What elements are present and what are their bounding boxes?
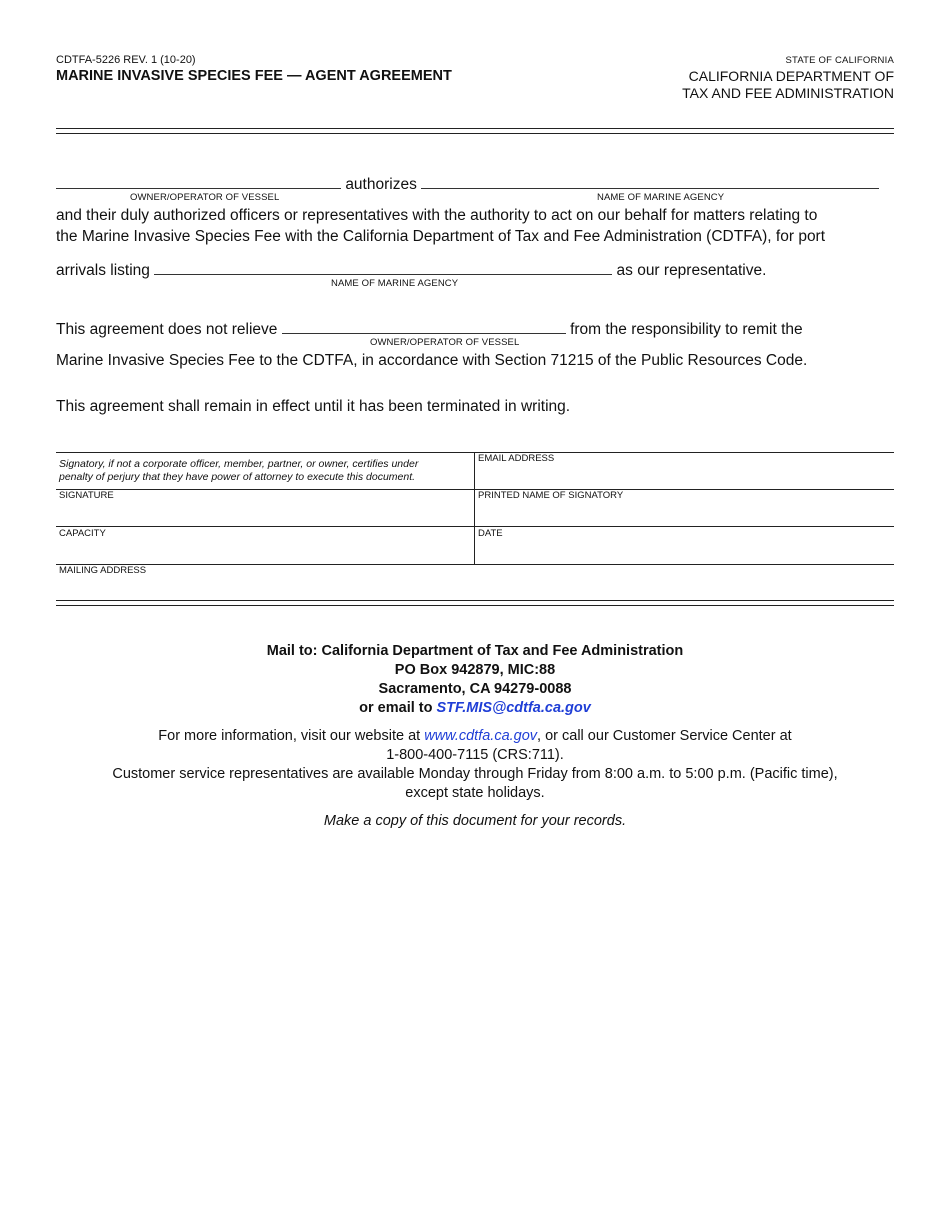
- date-label: DATE: [478, 528, 503, 539]
- relieve-suffix: from the responsibility to remit the: [570, 321, 803, 338]
- remit-line: Marine Invasive Species Fee to the CDTFA, in accordance with Section 71215 of the Public Resources Code.: [56, 352, 808, 369]
- email-address-label: EMAIL ADDRESS: [478, 453, 555, 464]
- owner-operator-caption: OWNER/OPERATOR OF VESSEL: [130, 192, 280, 203]
- sig-top-rule: [56, 452, 894, 453]
- copy-note: Make a copy of this document for your records.: [323, 813, 627, 829]
- mailing-address-field[interactable]: [59, 565, 146, 576]
- authorization-line: [56, 174, 879, 194]
- printed-name-label: PRINTED NAME OF SIGNATORY: [478, 490, 624, 501]
- state-label: STATE OF CALIFORNIA: [785, 55, 894, 66]
- form-title: MARINE INVASIVE SPECIES FEE — AGENT AGREEMENT: [56, 68, 452, 84]
- department-line1: CALIFORNIA DEPARTMENT OF: [688, 68, 894, 84]
- email-line: [0, 699, 950, 718]
- relieve-owner-caption: OWNER/OPERATOR OF VESSEL: [370, 337, 520, 348]
- marine-agency-blank[interactable]: [421, 174, 879, 189]
- poa-note: [59, 458, 418, 484]
- info-suffix: , or call our Customer Service Center at: [537, 728, 792, 744]
- email-address-field[interactable]: [478, 453, 554, 464]
- capacity-field[interactable]: [59, 528, 106, 539]
- email-link[interactable]: STF.MIS@cdtfa.ca.gov: [436, 700, 591, 716]
- poa-note-line1: Signatory, if not a corporate officer, member, partner, or owner, certifies under: [59, 458, 419, 470]
- info-prefix: For more information, visit our website at: [158, 728, 421, 744]
- arrivals-suffix: as our representative.: [616, 262, 767, 279]
- date-field[interactable]: [478, 528, 503, 539]
- authorizes-word: authorizes: [345, 176, 417, 193]
- header-divider-top: [56, 128, 894, 129]
- hours-line1: Customer service representatives are available Monday through Friday from 8:00 a.m. to 5:00 p.m. (Pacific time),: [112, 766, 838, 782]
- or-email-text: or email to: [359, 700, 433, 716]
- header-divider-bottom: [56, 133, 894, 134]
- relieve-line: [56, 319, 803, 339]
- hours-line2: except state holidays.: [405, 785, 545, 801]
- poa-note-line2: penalty of perjury that they have power of attorney to execute this document.: [59, 471, 416, 483]
- contact-info: [0, 727, 950, 803]
- po-box-line: PO Box 942879, MIC:88: [394, 662, 556, 678]
- capacity-label: CAPACITY: [59, 528, 106, 539]
- relieve-owner-blank[interactable]: [282, 319, 566, 334]
- representative-agency-blank[interactable]: [154, 260, 612, 275]
- arrivals-prefix: arrivals listing: [56, 262, 150, 279]
- marine-agency-caption: NAME OF MARINE AGENCY: [597, 192, 725, 203]
- mailing-instructions: [0, 642, 950, 718]
- footer-divider-top: [56, 600, 894, 601]
- printed-name-field[interactable]: [478, 490, 623, 501]
- city-line: Sacramento, CA 94279-0088: [378, 681, 572, 697]
- phone-line: 1-800-400-7115 (CRS:711).: [386, 747, 564, 763]
- footer-divider-bottom: [56, 605, 894, 606]
- representative-agency-caption: NAME OF MARINE AGENCY: [331, 278, 459, 289]
- sig-row4-rule: [56, 564, 894, 565]
- sig-column-divider: [474, 452, 475, 564]
- owner-operator-blank[interactable]: [56, 174, 341, 189]
- website-link[interactable]: www.cdtfa.ca.gov: [424, 728, 538, 744]
- arrivals-line: [56, 260, 766, 280]
- agreement-text-line2: and their duly authorized officers or representatives with the authority to act on our behalf for matters relating to: [56, 207, 818, 224]
- mailing-address-label: MAILING ADDRESS: [59, 565, 147, 576]
- form-number: CDTFA-5226 REV. 1 (10-20): [56, 54, 196, 66]
- relieve-prefix: This agreement does not relieve: [56, 321, 278, 338]
- agreement-text-line3: the Marine Invasive Species Fee with the California Department of Tax and Fee Administration (CDTFA), for port: [56, 228, 826, 245]
- sig-row2-rule: [56, 489, 894, 490]
- signature-label: SIGNATURE: [59, 490, 114, 501]
- info-line: [0, 727, 950, 746]
- sig-row3-rule: [56, 526, 894, 527]
- effect-line: This agreement shall remain in effect until it has been terminated in writing.: [56, 398, 571, 415]
- signature-field[interactable]: [59, 490, 114, 501]
- mail-to-line: Mail to: California Department of Tax and Fee Administration: [266, 643, 684, 659]
- department-line2: TAX AND FEE ADMINISTRATION: [682, 85, 894, 101]
